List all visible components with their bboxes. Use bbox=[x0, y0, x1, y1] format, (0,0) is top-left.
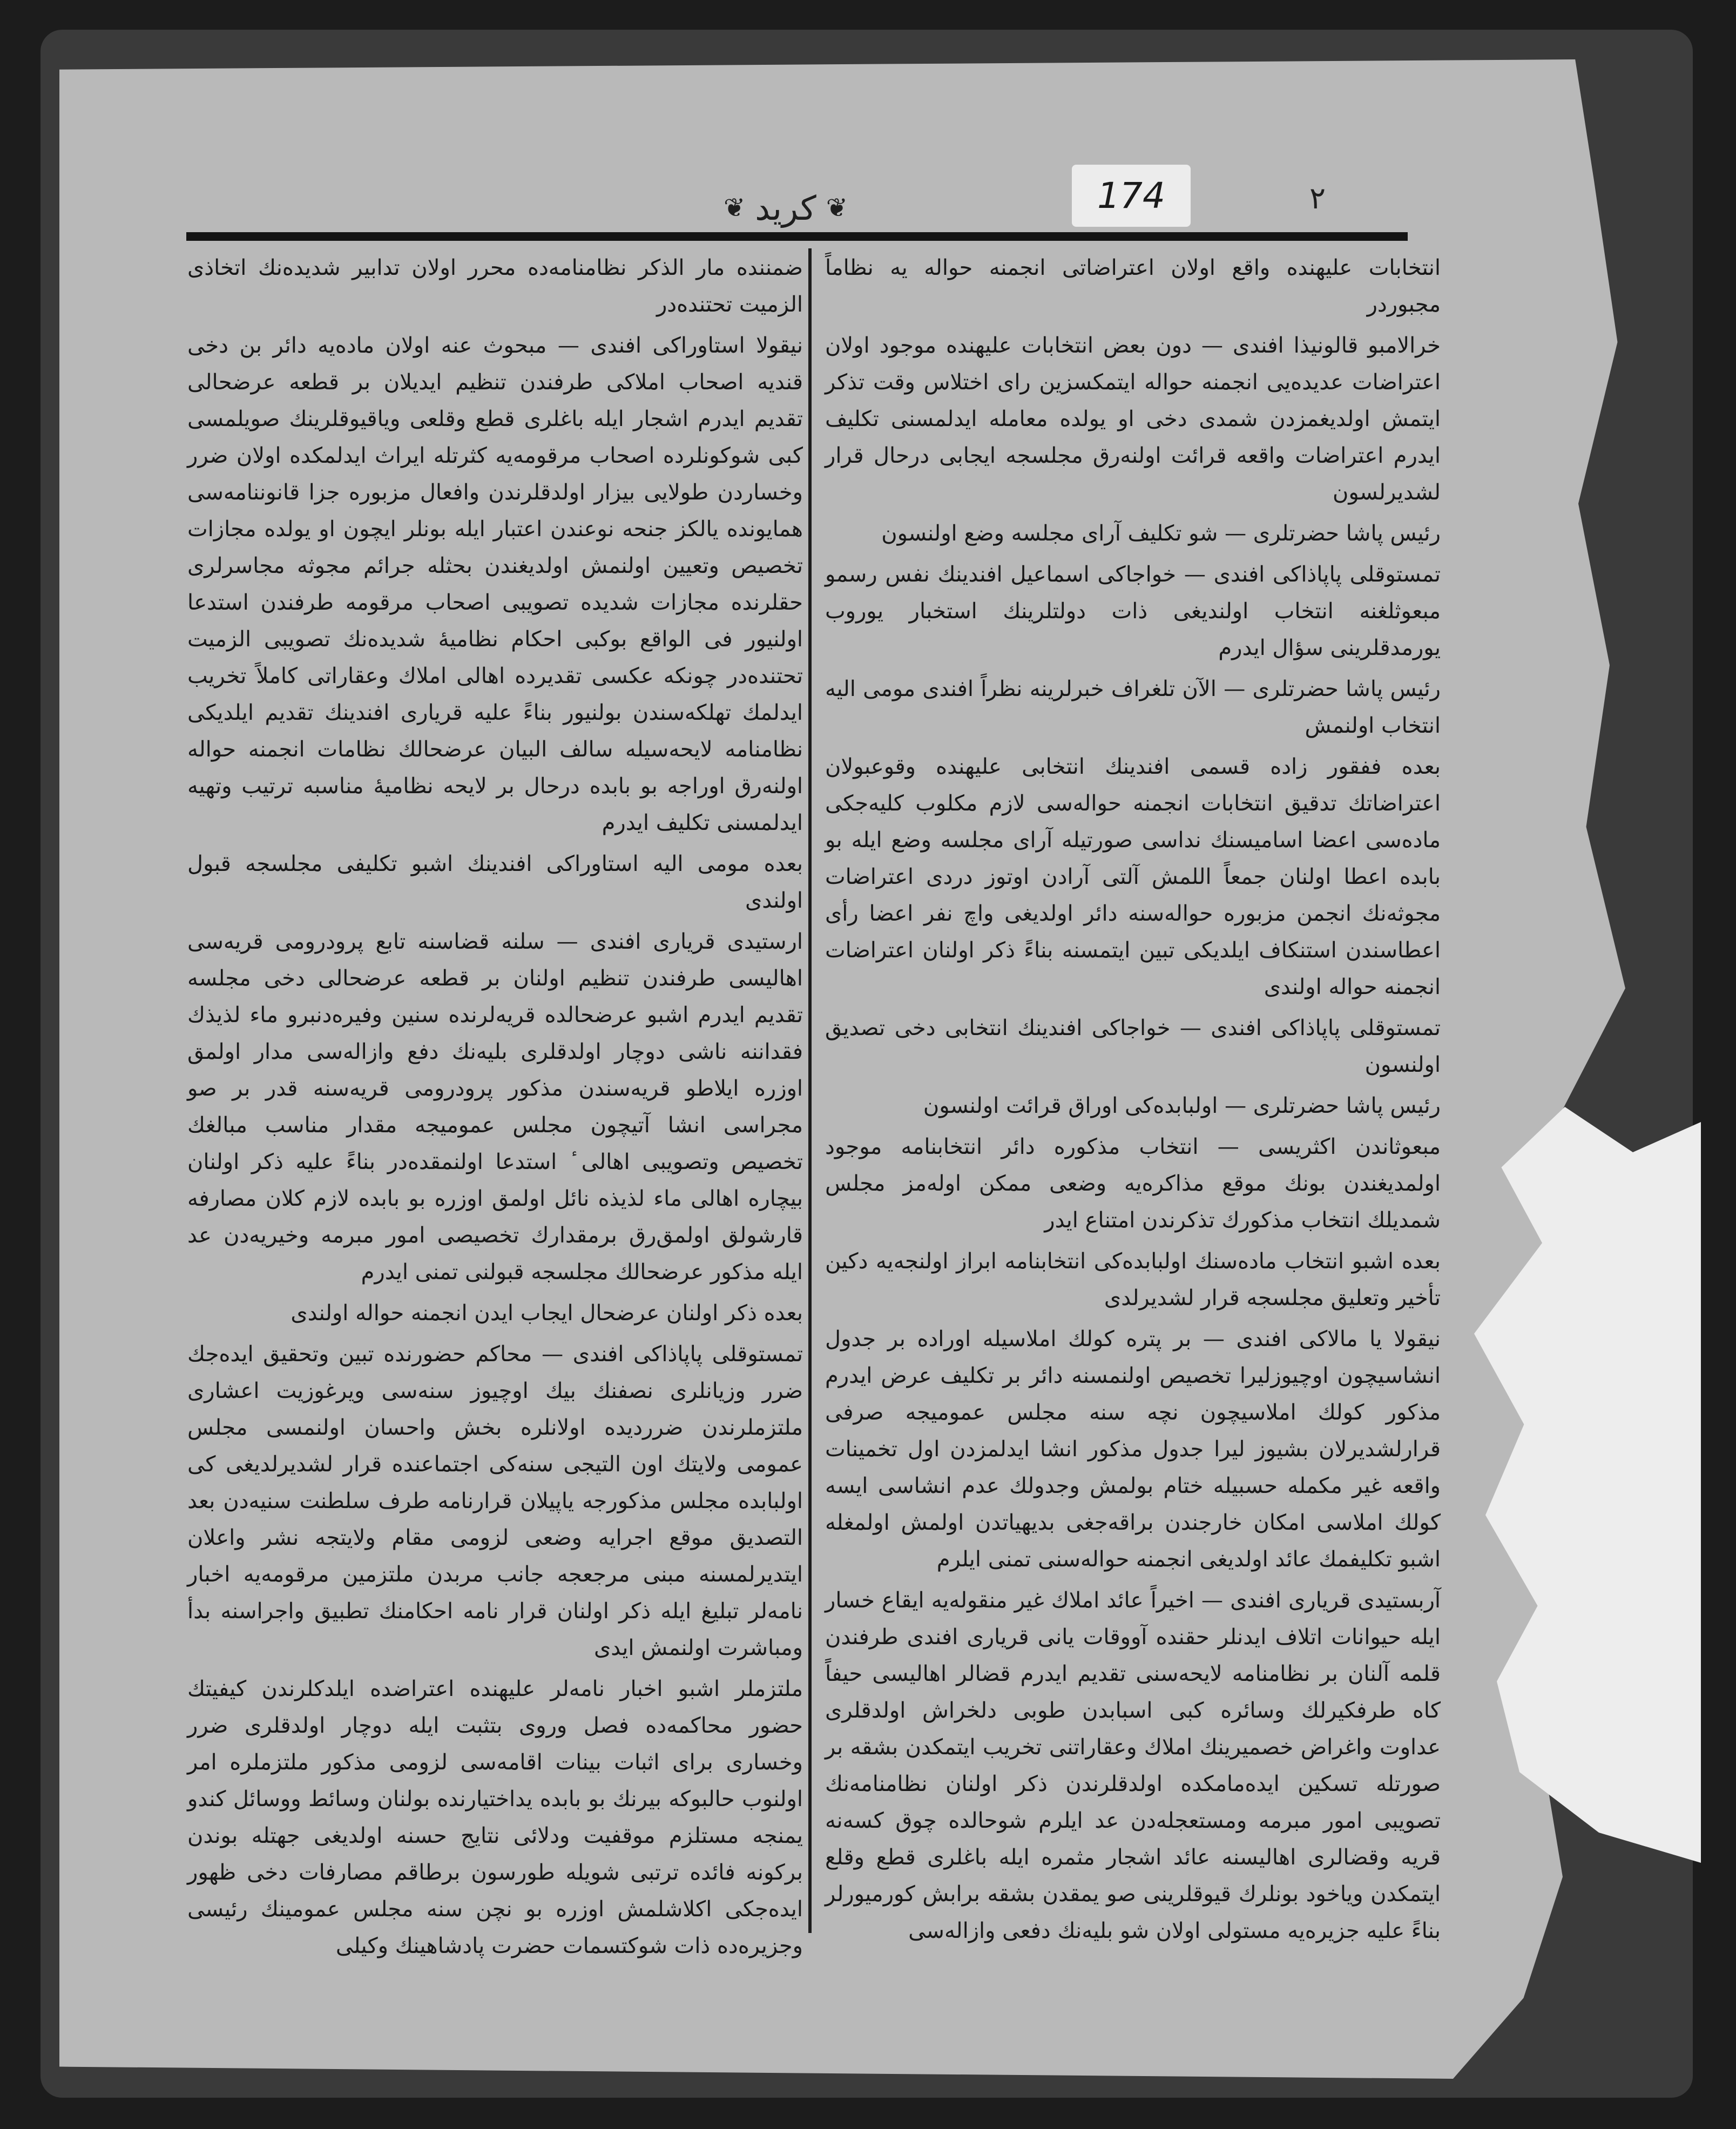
paragraph: بعده ففقور زاده قسمی افندینك انتخابی علیهنده وقوعبولان اعتراضاتك تدقیق انتخابات انجمنه حواله‌سی لازم مکلوب کلیه‌جکی ماده‌سی اعضا اسامیسنك نداسی صورتیله آرای مجلسه وضع ایله بو بابده اعطا اولنان جمعاً اللمش آلتی آرادن اوتوز دردی اعتراضات مجوثه‌نك انجمن مزبوره حواله‌سنه دائر اولدیغی واچ نفر اعضا رأی اعطاسندن استنکاف ایلدیکی تبین ایتمسنه بناءً ذکر اولنان اعتراضات انجمنه حواله اولندی bbox=[825, 754, 1441, 999]
paragraph: رئیس پاشا حضرتلری — الآن تلغراف خبرلرینه نظراً افندی مومی الیه انتخاب اولنمش bbox=[825, 677, 1441, 738]
column-number: ٢ bbox=[1309, 181, 1326, 216]
paragraph: ضمننده مار الذکر نظامنامه‌ده محرر اولان تدابیر شدیده‌نك اتخاذی الزمیت تحتنده‌در bbox=[187, 255, 803, 317]
paragraph: نیقولا استاوراکی افندی — مبحوث عنه اولان ماده‌یه دائر بن دخی قندیه اصحاب املاکی طرفندن تنظیم ایدیلان بر قطعه عرضحالی تقدیم ایدرم اشجار ایله باغلری قطع وقلعی ویاقیوقلرینك صویلمسی کبی شوکونلرده اصحاب مرقومه‌یه کثرتله ایراث ایدلمکده اولان ضرر وخساردن طولایی بیزار اولدقلرندن وافعال مزبوره جزا قانوننامه‌سی همایونده یالکز جنحه نوعندن اعتبار ایله بونلر ایچون او یولده مجازات تخصیص وتعیین اولنمش اولدیغندن بحثله جرائم مجوثه مجاسرلری حقلرنده مجازات شدیده تصویبی اصحاب مرقومه طرفندن استدعا اولنیور فی الواقع بوکبی احکام نظامیه‌ٔ شدیده‌نك تصویبی الزمیت تحتنده‌در چونکه عکسی تقدیرده اهالی املاك وعقاراتی کاملاً تخریب ایدلمك تهلکه‌سندن بولنیور بناءً علیه قریاری افندینك تقدیم ایلدیکی نظامنامه لایحه‌سیله سالف البیان عرضحالك نظامات انجمنه حواله اولنه‌رق اوراجه بو بابده درحال بر لایحه نظامیهٔ مناسبه ترتیب وتهیه ایدلمسنی تکلیف ایدرم bbox=[187, 333, 803, 835]
paragraph: تمستوقلی پاپاذاکی افندی — محاکم حضورنده تبین وتحقیق ایده‌جك ضرر وزیانلری نصفنك بیك اوچیوز سنه‌سی ویرغوزیت اعشاری ملتزملرندن ضرردیده اولانلره بخش واحسان اولنمسی مجلس عمومی ولایتك اون التیجی سنه‌کی اجتماعنده قرار لشدیرلدیغی کی اولبابده مجلس مذکورجه یاپیلان قرارنامه طرف سلطنت سنیه‌دن بعد التصدیق موقع اجرایه وضعی لزومی مقام ولایتجه نشر واعلان ایتدیرلمسنه مبنی مرجعجه جانب مربدن ملتزمین مرقومه‌یه اخبار نامه‌لر تبلیغ ایله ذکر اولنان قرار نامه احکامنك تطبیق واجراسنه بدأ ومباشرت اولنمش ایدی bbox=[187, 1342, 803, 1660]
header-rule bbox=[186, 232, 1408, 241]
right-text-column bbox=[825, 249, 1441, 1943]
paragraph: رئیس پاشا حضرتلری — شو تکلیف آرای مجلسه وضع اولنسون bbox=[881, 521, 1441, 546]
page-number-label bbox=[1072, 165, 1191, 227]
ornament-icon: ❦ bbox=[724, 193, 746, 223]
paragraph: نیقولا یا مالاکی افندی — بر پتره کولك املاسیله اوراده بر جدول انشاسیچون اوچیوزلیرا تخصیص اولنمسنه دائر بر تکلیف عرض ایدرم مذکور کولك املاسیچون نچه سنه مجلس عمومیجه صرفی قرارلشدیرلان بشیوز لیرا جدول مذکور انشا ایدلمزدن اول تخمینات واقعه غیر مکمله حسبیله ختام بولمش وجدولك عدم انشاسی ایسه کولك املاسی امکان خارجندن براقه‌جغی بدیهیاتدن اولمش اولمغله اشبو تکلیفمك عائد اولدیغی انجمنه حواله‌سنی تمنی ایلرم bbox=[825, 1327, 1441, 1572]
column-divider bbox=[808, 248, 812, 1933]
paragraph: تمستوقلی پاپاذاکی افندی — خواجاکی افندینك انتخابی دخی تصدیق اولنسون bbox=[825, 1016, 1441, 1077]
ornament-icon: ❦ bbox=[826, 193, 848, 223]
page-number: 174 bbox=[1097, 175, 1165, 217]
masthead bbox=[697, 178, 875, 238]
paragraph: رئیس پاشا حضرتلری — اولبابده‌کی اوراق قرائت اولنسون bbox=[923, 1093, 1441, 1118]
left-text-column bbox=[187, 249, 803, 1958]
paragraph: بعده ذکر اولنان عرضحال ایجاب ایدن انجمنه حواله اولندی bbox=[291, 1301, 803, 1326]
paragraph: بعده مومی الیه استاوراکی افندینك اشبو تکلیفی مجلسجه قبول اولندی bbox=[187, 851, 803, 913]
paragraph: خرالامبو قالونیذا افندی — دون بعض انتخابات علیهنده موجود اولان اعتراضات عدیده‌یی انجمنه حواله ایتمکسزین رای اختلاس وقت تذکر ایتمش اولدیغمزدن شمدی دخی او یولده معامله ایدلمسنی تکلیف ایدرم اعتراضات واقعه قرائت اولنه‌رق مجلسجه ایجابی درحال قرار لشدیرلسون bbox=[825, 333, 1441, 505]
paragraph: ارستیدی قریاری افندی — سلنه قضاسنه تابع پرودرومی قریه‌سی اهالیسی طرفندن تنظیم اولنان بر قطعه عرضحالی دخی مجلسه تقدیم ایدرم اشبو عرضحالده قریه‌لرنده سنین وفیره‌دنبرو ماء لذیذك فقداننه ناشی دوچار اولدقلری بلیه‌نك دفع وازاله‌سی مدار اولمق اوزره ایلاطو قریه‌سندن مذکور پرودرومی قریه‌سنه قدر بر صو مجراسی انشا آتیچون مجلس عمومیجه مقدار مناسب مبالغك تخصیص وتصویبی اهالی ٔ استدعا اولنمقده‌در بناءً علیه ذکر اولنان بیچاره اهالی ماء لذیذه نائل اولمق اوزره بو بابده لازم کلان مصارفه قارشولق اولمق‌رق برمقدارك تخصیصی امور مبرمه وخیریه‌دن عد ایله مذکور عرضحالك مجلسجه قبولنی تمنی ایدرم bbox=[187, 929, 803, 1285]
paragraph: بعده اشبو انتخاب ماده‌سنك اولبابده‌کی انتخابنامه ابراز اولنجه‌یه دکین تأخیر وتعلیق مجلسجه قرار لشدیرلدی bbox=[825, 1249, 1441, 1310]
paragraph: آربستیدی قریاری افندی — اخیراً عائد املاك غیر منقوله‌یه ایقاع خسار ایله حیوانات اتلاف ایدنلر حقنده آووقات یانی قریاری افندی طرفندن قلمه آلنان بر نظامنامه لایحه‌سنی تقدیم ایدرم قضالر اهالیسی حیفاً کاه طرفکیرلك وسائره کبی اسبابدن طوبی دلخراش اولدقلری عداوت واغراض خصمیرینك املاك وعقاراتنی تخریب ایتمکدن بشقه بر صورتله تسکین ایده‌مامکده اولدقلرندن ذکر اولنان نظامنامه‌نك تصویبی امور مبرمه ومستعجله‌دن عد ایلرم شوحالده چوق کسه‌نه قریه وقضالری اهالیسنه عائد اشجار مثمره ایله باغلری قطع وقلع ایتمکدن ویاخود بونلرك قیوقلرینی صو یمقدن بشقه برابش کورمیورلر بناءً علیه جزیره‌یه مستولی اولان شو بلیه‌نك دفعی وازاله‌سی bbox=[825, 1588, 1441, 1943]
paragraph: تمستوقلی پاپاذاکی افندی — خواجاکی اسماعیل افندینك نفس رسمو مبعوثلغنه انتخاب اولندیغی ذات دولتلرینك استخبار یوروب یورمدقلرینی سؤال ایدرم bbox=[825, 562, 1441, 660]
masthead-title: كريد bbox=[755, 188, 816, 228]
paragraph: مبعوثاندن اکثریسی — انتخاب مذکوره دائر انتخابنامه موجود اولمدیغندن بونك موقع مذاکره‌یه وضعی ممکن اوله‌مز مجلس شمدیلك انتخاب مذکورك تذکرندن امتناع ایدر bbox=[825, 1134, 1441, 1233]
paragraph: ملتزملر اشبو اخبار نامه‌لر علیهنده اعتراضده ایلدکلرندن کیفیتك حضور محاکمه‌ده فصل وروی بتثبت ایله دوچار اولدقلری ضرر وخساری برای اثبات بینات اقامه‌سی لزومی مذکور ملتزملره امر اولنوب حالبوکه بیرنك بو بابده یداختیارنده بولنان وسائط ووسائل کندو یمنجه مستلزم موقفیت ودلائی نتایج حسنه اولدیغی جهتله بوندن برکونه فائده ترتبی شویله طورسون برطاقم مصارفات دخی ظهور ایده‌جکی اکلاشلمش اوزره بو نچن سنه مجلس عمومینك رئیسی وجزیره‌ده ذات شوکتسمات حضرت پادشاهینك وکیلی bbox=[187, 1677, 803, 1958]
paragraph: انتخابات علیهنده واقع اولان اعتراضاتی انجمنه حواله یه نظاماً مجبوردر bbox=[825, 255, 1441, 317]
